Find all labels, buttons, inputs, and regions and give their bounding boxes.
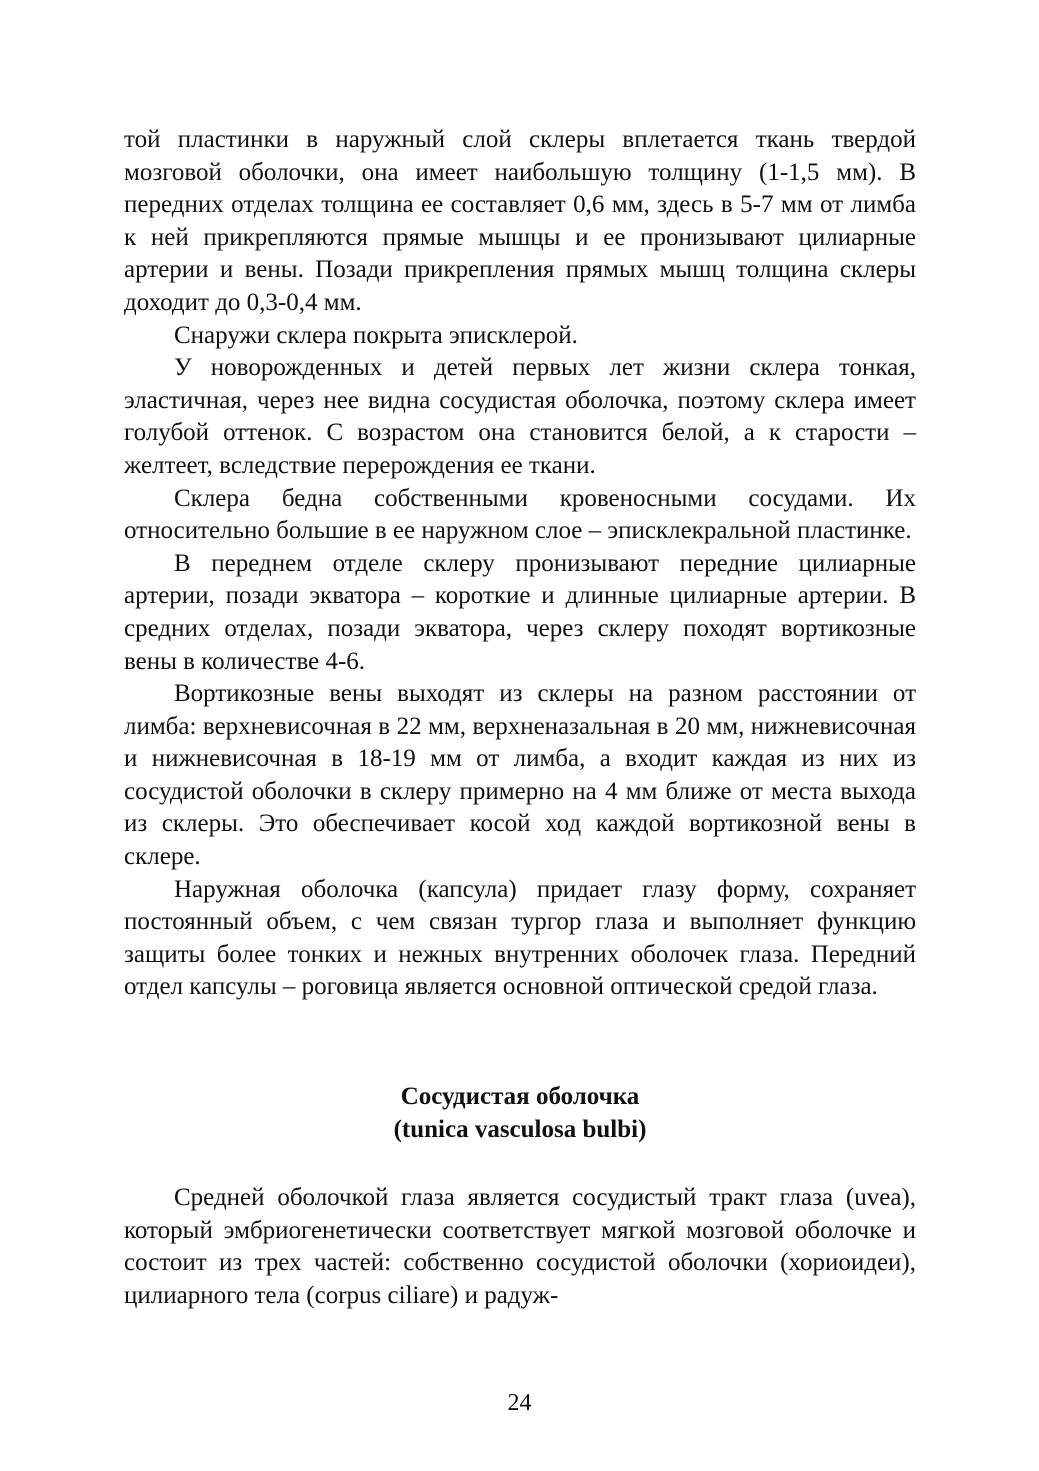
- paragraph: той пластинки в наружный слой склеры вплетается ткань твердой мозговой оболочки, она имеет наибольшую толщину (1-1,5 мм). В передних отделах толщина ее составляет 0,6 мм, здесь в 5-7 мм от лимба к ней прикрепляются прямые мышцы и ее пронизывают цилиарные артерии и вены. Позади прикрепления прямых мышц толщина склеры доходит до 0,3-0,4 мм.: [124, 126, 916, 316]
- paragraph: Средней оболочкой глаза является сосудистый тракт глаза (uvea), который эмбриогенетически соответствует мягкой мозговой оболочке и состоит из трех частей: собственно сосудистой оболочки (хориоидеи), цилиарного тела (corpus ciliare) и радуж-: [124, 1184, 916, 1309]
- paragraph: В переднем отделе склеру пронизывают передние цилиарные артерии, позади экватора – короткие и длинные цилиарные артерии. В средних отделах, позади экватора, через склеру походят вортикозные вены в количестве 4-6.: [124, 549, 916, 675]
- section-heading-latin: (tunica vasculosa bulbi): [393, 1116, 647, 1144]
- paragraph: Склера бедна собственными кровеносными сосудами. Их относительно большие в ее наружном слое – эписклекральной пластинке.: [124, 484, 916, 545]
- section-heading-title: Сосудистая оболочка: [400, 1083, 640, 1111]
- page-body: [124, 124, 916, 1312]
- section-heading: [124, 1080, 916, 1146]
- page-number: 24: [507, 1390, 532, 1416]
- paragraph: У новорожденных и детей первых лет жизни склера тонкая, эластичная, через нее видна сосудистая оболочка, поэтому склера имеет голубой оттенок. С возрастом она становится белой, а к старости – желтеет, вследствие перерождения ее ткани.: [124, 354, 916, 479]
- paragraph: Снаружи склера покрыта эписклерой.: [174, 321, 578, 349]
- paragraph: Вортикозные вены выходят из склеры на разном расстоянии от лимба: верхневисочная в 22 мм, верхненазальная в 20 мм, нижневисочная и нижневисочная в 18-19 мм от лимба, а входит каждая из них из сосудистой оболочки в склеру примерно на 4 мм ближе от места выхода из склеры. Это обеспечивает косой ход каждой вортикозной вены в склере.: [124, 680, 916, 871]
- paragraph: Наружная оболочка (капсула) придает глазу форму, сохраняет постоянный объем, с чем связан тургор глаза и выполняет функцию защиты более тонких и нежных внутренних оболочек глаза. Передний отдел капсулы – роговица является основной оптической средой глаза.: [124, 875, 916, 1001]
